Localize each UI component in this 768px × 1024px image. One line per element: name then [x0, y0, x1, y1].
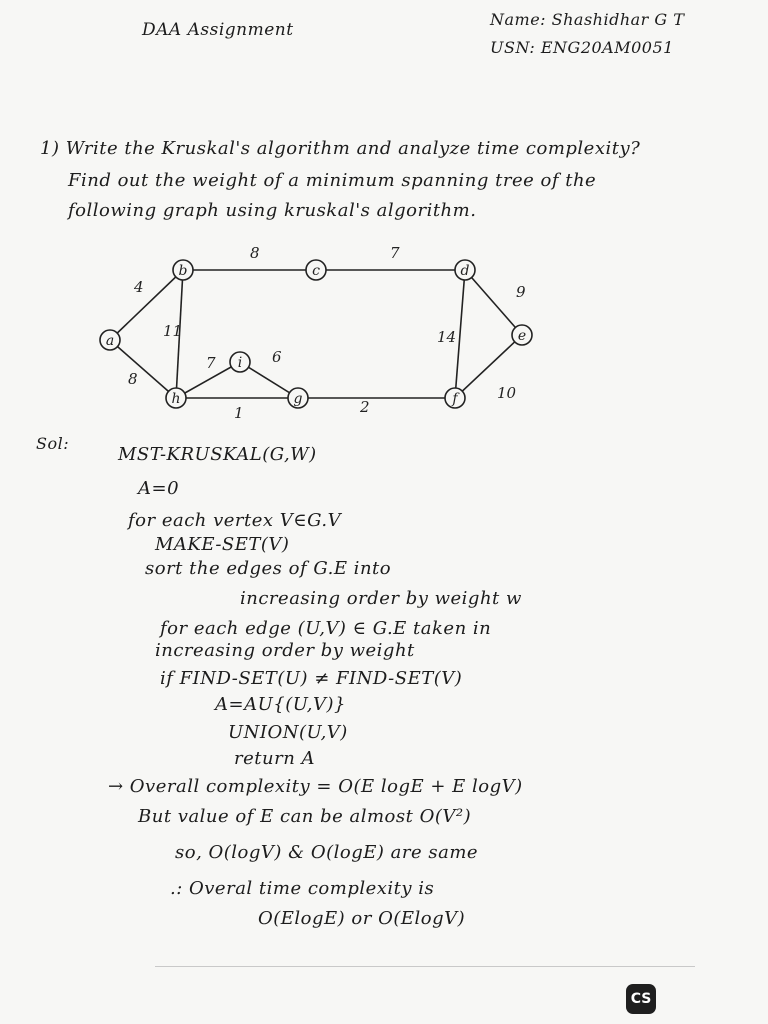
- page-bottom-rule: [155, 966, 695, 967]
- solution-line: UNION(U,V): [228, 722, 348, 743]
- node-i: [230, 352, 250, 372]
- edge-weight-e-f: 10: [497, 384, 517, 402]
- edge-d-f: [455, 270, 465, 398]
- node-label: a: [105, 333, 115, 349]
- solution-line: if FIND-SET(U) ≠ FIND-SET(V): [160, 668, 463, 689]
- edge-weight-c-d: 7: [390, 244, 400, 262]
- solution-line: increasing order by weight w: [240, 588, 522, 609]
- graph-diagram: [0, 0, 768, 440]
- solution-line: O(ElogE) or O(ElogV): [258, 908, 466, 929]
- question-line-2: Find out the weight of a minimum spanning tree of the: [68, 170, 597, 191]
- node-f: [445, 388, 465, 408]
- edge-weight-g-f: 2: [360, 398, 370, 416]
- solution-line: A=AU{(U,V)}: [215, 694, 346, 715]
- node-g: [288, 388, 308, 408]
- student-usn: USN: ENG20AM0051: [490, 38, 674, 57]
- solution-line: But value of E can be almost O(V²): [138, 806, 472, 827]
- node-label: h: [171, 391, 181, 407]
- solution-line: MAKE-SET(V): [155, 534, 290, 555]
- edge-weight-b-h: 11: [163, 322, 183, 340]
- node-label: e: [517, 328, 527, 344]
- solution-line: for each vertex V∈G.V: [128, 510, 342, 531]
- edge-d-e: [465, 270, 522, 335]
- solution-line: MST-KRUSKAL(G,W): [118, 444, 317, 465]
- edge-weight-d-f: 14: [437, 328, 457, 346]
- node-label: f: [452, 391, 458, 407]
- edge-weight-d-e: 9: [516, 283, 526, 301]
- node-label: d: [460, 263, 470, 279]
- edge-weight-b-c: 8: [250, 244, 260, 262]
- solution-label: Sol:: [36, 434, 70, 453]
- solution-line: A=0: [138, 478, 180, 499]
- solution-line: so, O(logV) & O(logE) are same: [175, 842, 479, 863]
- student-name: Name: Shashidhar G T: [490, 10, 685, 29]
- edge-weight-a-h: 8: [128, 370, 138, 388]
- edge-weight-a-b: 4: [134, 278, 144, 296]
- node-label: c: [312, 263, 320, 279]
- solution-line: for each edge (U,V) ∈ G.E taken in: [160, 618, 492, 639]
- assignment-title: DAA Assignment: [142, 20, 294, 40]
- node-d: [455, 260, 475, 280]
- solution-line: .: Overal time complexity is: [170, 878, 435, 899]
- solution-line: return A: [234, 748, 316, 769]
- question-line-3: following graph using kruskal's algorithm.: [68, 200, 477, 221]
- node-label: g: [293, 391, 303, 407]
- edge-weight-h-g: 1: [234, 404, 244, 422]
- node-label: i: [237, 355, 243, 371]
- node-label: b: [178, 263, 188, 279]
- edge-weight-h-i: 7: [206, 354, 216, 372]
- node-h: [166, 388, 186, 408]
- node-b: [173, 260, 193, 280]
- camscanner-logo-icon: CS: [626, 984, 656, 1014]
- edge-weight-i-g: 6: [272, 348, 282, 366]
- solution-line: sort the edges of G.E into: [145, 558, 392, 579]
- solution-line: increasing order by weight: [155, 640, 415, 661]
- node-e: [512, 325, 532, 345]
- question-line-1: 1) Write the Kruskal's algorithm and analyze time complexity?: [40, 138, 641, 159]
- solution-line: → Overall complexity = O(E logE + E logV): [108, 776, 523, 797]
- edge-a-h: [110, 340, 176, 398]
- node-a: [100, 330, 120, 350]
- node-c: [306, 260, 326, 280]
